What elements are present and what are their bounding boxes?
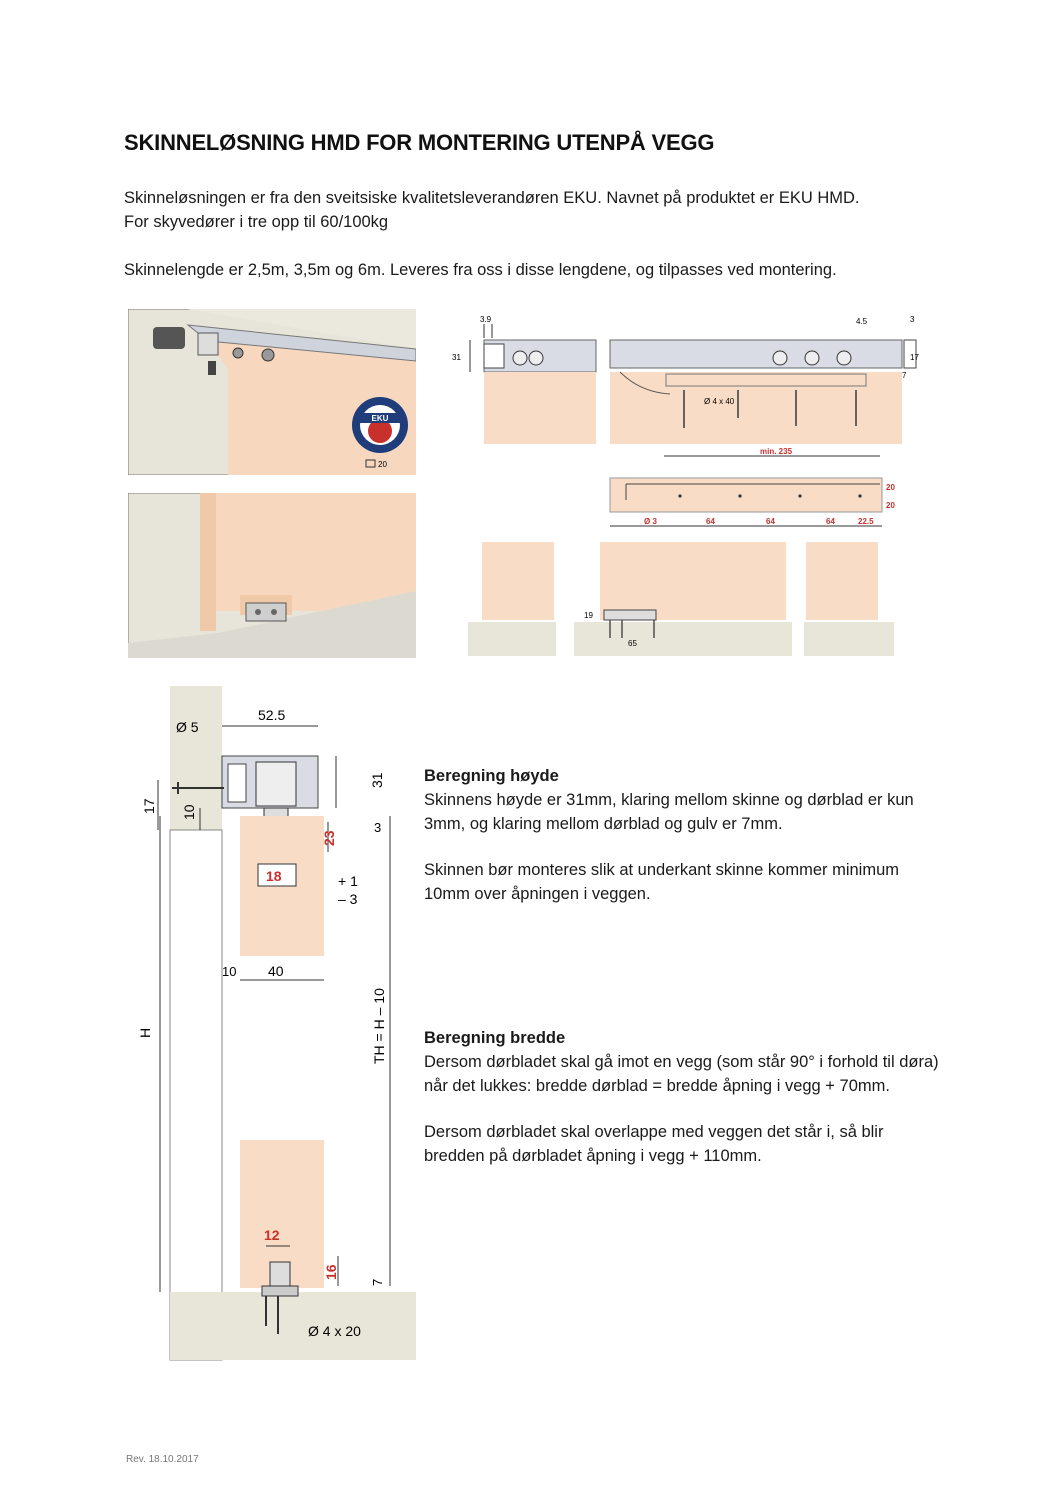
svg-text:20: 20 bbox=[886, 483, 895, 492]
svg-text:64: 64 bbox=[706, 517, 715, 526]
width-text-2: Dersom dørbladet skal overlappe med veggen det står i, så blir bredden på dørbladet åpning i vegg + 110mm. bbox=[424, 1123, 884, 1165]
svg-text:TH = H – 10: TH = H – 10 bbox=[371, 988, 387, 1064]
svg-text:+ 1: + 1 bbox=[338, 873, 358, 889]
revision-date: Rev. 18.10.2017 bbox=[126, 1454, 199, 1465]
width-text-1: Dersom dørbladet skal gå imot en vegg (som står 90° i forhold til døra) når det lukkes: bredde dørblad = bredde åpning i vegg + 70mm. bbox=[424, 1053, 939, 1095]
height-section bbox=[424, 764, 944, 906]
svg-text:64: 64 bbox=[766, 517, 775, 526]
svg-text:min. 235: min. 235 bbox=[760, 447, 793, 456]
height-heading: Beregning høyde bbox=[424, 767, 559, 785]
svg-text:17: 17 bbox=[141, 798, 157, 814]
svg-text:10: 10 bbox=[222, 964, 237, 979]
svg-text:Ø 4 x 40: Ø 4 x 40 bbox=[704, 397, 735, 406]
floor-guide-photo-figure bbox=[128, 493, 416, 658]
svg-text:7: 7 bbox=[902, 371, 907, 380]
width-section bbox=[424, 1026, 944, 1168]
svg-text:52.5: 52.5 bbox=[258, 707, 286, 723]
height-text-2: Skinnen bør monteres slik at underkant skinne kommer minimum 10mm over åpningen i veggen. bbox=[424, 861, 900, 903]
intro-line-2: For skyvedører i tre opp til 60/100kg bbox=[124, 213, 389, 231]
svg-text:20: 20 bbox=[886, 501, 895, 510]
svg-text:23: 23 bbox=[321, 830, 337, 846]
svg-text:7: 7 bbox=[370, 1278, 385, 1286]
svg-text:19: 19 bbox=[584, 611, 593, 620]
svg-text:3.9: 3.9 bbox=[480, 315, 492, 324]
intro-line-1: Skinneløsningen er fra den sveitsiske kvalitetsleverandøren EKU. Navnet på produktet er EKU HMD. bbox=[124, 189, 860, 207]
svg-text:10: 10 bbox=[181, 804, 197, 820]
page-title: SKINNELØSNING HMD FOR MONTERING UTENPÅ VEGG bbox=[124, 130, 715, 155]
svg-text:17: 17 bbox=[910, 353, 919, 362]
width-heading: Beregning bredde bbox=[424, 1029, 566, 1047]
svg-text:22.5: 22.5 bbox=[858, 517, 874, 526]
svg-text:Ø 5: Ø 5 bbox=[176, 719, 199, 735]
svg-text:16: 16 bbox=[323, 1264, 339, 1280]
svg-text:12: 12 bbox=[264, 1227, 280, 1243]
rail-photo-figure bbox=[128, 309, 416, 475]
svg-text:4.5: 4.5 bbox=[856, 317, 868, 326]
svg-text:– 3: – 3 bbox=[338, 891, 358, 907]
svg-text:Ø 4 x 20: Ø 4 x 20 bbox=[308, 1323, 361, 1339]
page-ref: 20 bbox=[378, 460, 387, 469]
height-section-drawing bbox=[128, 682, 418, 1362]
logo-text: EKU bbox=[371, 414, 389, 423]
height-text-1: Skinnens høyde er 31mm, klaring mellom skinne og dørblad er kun 3mm, og klaring mellom dørblad og gulv er 7mm. bbox=[424, 791, 914, 833]
svg-text:65: 65 bbox=[628, 639, 637, 648]
svg-text:31: 31 bbox=[369, 772, 385, 788]
svg-text:H: H bbox=[137, 1027, 153, 1038]
svg-text:3: 3 bbox=[374, 820, 382, 835]
svg-text:18: 18 bbox=[266, 868, 282, 884]
svg-text:Ø 3: Ø 3 bbox=[644, 517, 657, 526]
svg-text:64: 64 bbox=[826, 517, 835, 526]
rail-technical-drawing bbox=[440, 308, 940, 660]
stopper-block bbox=[153, 327, 185, 349]
svg-text:3: 3 bbox=[910, 315, 915, 324]
svg-text:31: 31 bbox=[452, 353, 461, 362]
intro-paragraph bbox=[124, 186, 944, 234]
svg-text:40: 40 bbox=[268, 963, 284, 979]
lengths-paragraph: Skinnelengde er 2,5m, 3,5m og 6m. Leveres fra oss i disse lengdene, og tilpasses ved montering. bbox=[124, 261, 837, 279]
